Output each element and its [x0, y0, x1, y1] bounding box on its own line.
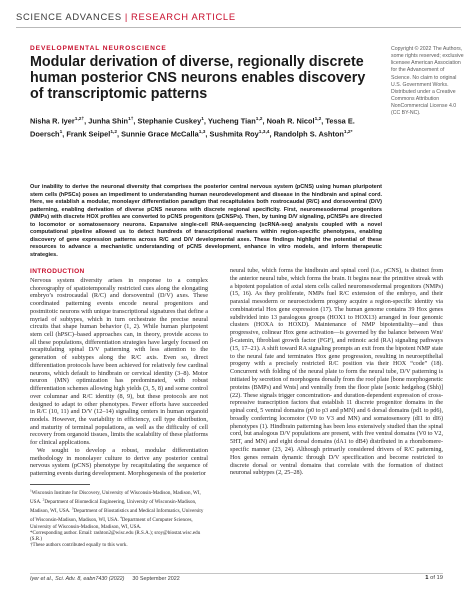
- author-name: Randolph S. Ashton: [273, 129, 344, 139]
- footnote-divider: [30, 484, 90, 485]
- right-column: [230, 268, 443, 478]
- section-heading: INTRODUCTION: [30, 268, 85, 275]
- citation: Iyer et al., Sci. Adv. 8, eabn7430 (2022): [30, 576, 125, 582]
- footer-citation: [30, 576, 180, 582]
- author-affiliation: 1,2: [314, 117, 322, 122]
- page-current: 1: [425, 575, 429, 581]
- author-name: Junha Shin: [88, 116, 129, 126]
- author-name: Noah R. Nicol: [266, 116, 315, 126]
- author-affiliation: 1,3: [198, 129, 206, 135]
- footnote-mark: 2: [42, 497, 45, 502]
- header-divider: [16, 27, 461, 28]
- author-name: Tessa E. Doersch: [30, 116, 355, 139]
- author-affiliation: 1: [201, 117, 204, 122]
- footnote-mark: 1: [30, 488, 32, 493]
- author-name: Nisha R. Iyer: [30, 116, 75, 126]
- author-list: Nisha R. Iyer$^{1,2\dagger}$, Junha Shin$^{1\dagger}$, Stephanie Cuskey$^1$, Yucheng Tian$^{1,2}$, Noah R. Nicol$^{1,2}$, Tessa E. Doersch$^1$, Frank Seipel$^{1,2}$, Sunnie Grace McCalla$^{1,3}$, Sushmita Roy$^{1,3,4}$, Randolph S. Ashton$^{1,2*}$: [30, 116, 355, 139]
- author-affiliation: 1,2*: [343, 129, 353, 135]
- author-affiliation: 1,2†: [74, 117, 85, 122]
- author-affiliation: 1,2: [110, 129, 117, 135]
- footnote-text: Department of Biomedical Engineering, University of Wisconsin-Madison, Madison, WI, USA.: [30, 499, 197, 515]
- author-name: Sunnie Grace McCalla: [121, 129, 199, 139]
- affiliation-list: [30, 490, 203, 529]
- journal-header: [16, 11, 461, 22]
- author-name: Stephanie Cuskey: [137, 116, 202, 126]
- paragraph: Nervous system diversity arises in response to a complex choreography of spatiotemporally restricted cues along the elongating embryo’s rostrocaudal (R/C) and dorsoventral (D/V) axes. These coordinated patterning events encode neural progenitors and postmitotic neurons with unique transcriptional signatures that define a myriad of subtypes, which in turn orchestrate the precise neural circuits that shape human behavior (1, 2). While human pluripotent stem cell (hPSC)–based approaches can, in theory, provide access to all these populations, differentiation strategies have largely focused on recapitulating spinal D/V patterning with less attention to the generation of subtypes along the R/C axis. Even so, direct differentiation protocols have been achieved for relatively few cardinal neurons, which default to hindbrain or cervical identity (3–8). Motor neuron (MN) optimization has predominated, with robust differentiation schemes allowing high yields (3, 5, 8) and some control over columnar and R/C identity (8, 9), but these protocols are not designed to adapt to other phenotypes. Fewer efforts have succeeded in R/C (10, 11) and D/V (12–14) signaling centers in human organoid models. However, the variability in efficiency, cell type distribution, and maturity of terminal populations, as well as the difficulty of cell recovery from organoid tissues, limits the scalability of these platforms for clinical applications.: [30, 277, 208, 447]
- footnote-text: Wisconsin Institute for Discovery, University of Wisconsin-Madison, Madison, WI, USA.: [30, 490, 201, 506]
- author-affiliation: 1†: [128, 117, 134, 122]
- author-affiliation: 1: [59, 129, 63, 135]
- footnote-text: Department of Computer Sciences, University of Wisconsin-Madison, Madison, WI, USA.: [30, 517, 193, 530]
- paragraph: neural tube, which forms the hindbrain and spinal cord (i.e., pCNS), is distinct from the anterior neural tube, which forms the brain. It begins near the primitive streak with a bipotent population of axial stem cells called neuromesodermal progenitors (NMPs) (15, 16). As they proliferate, NMPs fuel R/C extension of the embryo, and their paraxial mesoderm or neuroectoderm progeny acquire a region-specific identity via combinatorial Hox gene expression (17). The human genome contains 39 Hox genes subdivided into 13 paralogous groups (HOX1 to HOX13) arranged in four genomic clusters (HOXA to HOXD). Maintenance of NMP bipotentiality—and thus progressive, colinear Hox gene activation—is governed by the balance between Wnt/β-catenin, fibroblast growth factor (FGF), and retinoic acid (RA) signaling pathways (15, 17–21). A shift toward RA signaling prompts an exit from the bipotent NMP state to the neural fate and terminates Hox gene progression, resulting in neuroepithelial progeny with a precisely restricted R/C position via their HOX “code” (18). Concurrent with folding of the neural plate to form the neural tube, D/V patterning is initiated by secretion of morphogens dorsally from the roof plate [bone morphogenetic proteins (BMPs) and Wnts] and ventrally from the floor plate [sonic hedgehog (Shh)] (22). These signals trigger concentration- and duration-dependent expression of cross-repressive transcription factors that establish 11 discrete progenitor domains in the spinal cord, 5 ventral domains (p0 to p3 and pMN) and 6 dorsal domains (pd1 to pd6), broadly conferring locomotor (V0 to V3 and MN) and somatosensory (dI1 to dI6) phenotypes (1). Hindbrain patterning has been less extensively studied than the spinal cord, but analogous D/V populations are present, with five ventral domains (V0 to V2, 5HT, and MN) and eight dorsal domains (dA1 to dB4) distributed in a rhombomere-specific manner (23, 24). Although primarily considered drivers of R/C patterning, Hox genes remain dynamic through D/V specification and become restricted to discrete dorsal or ventral domains that correlate with the formation of distinct neuronal subtypes (2, 25–28).: [230, 268, 443, 477]
- copyright-notice: Copyright © 2022 The Authors, some rights reserved; exclusive licensee American Association for the Advancement of Science. No claim to original U.S. Government Works. Distributed under a Creative Commons Attribution NonCommercial License 4.0 (CC BY-NC).: [391, 46, 464, 117]
- page-number: [425, 575, 443, 581]
- footnote-mark: 3: [71, 506, 74, 511]
- footer-divider: [30, 573, 443, 574]
- author-affiliation: 1,3,4: [258, 129, 270, 135]
- equal-contribution-note: †These authors contributed equally to this work.: [30, 542, 128, 549]
- page-total: of 19: [430, 575, 443, 581]
- introduction-continued: [230, 268, 443, 478]
- author-affiliation: 1,2: [255, 117, 263, 122]
- publication-date: 30 September 2022: [132, 576, 180, 582]
- footnote-mark: 4: [120, 515, 122, 520]
- article-title: Modular derivation of diverse, regionally discrete human posterior CNS neurons enables discovery of transcriptomic patterns: [30, 54, 366, 103]
- corresponding-author: *Corresponding author. Email: rashton2@wisc.edu (R.S.A.); sroy@biostat.wisc.edu (S.R.): [30, 529, 201, 543]
- footnote-text: Department of Biostatistics and Medical Informatics, University of Wisconsin-Madison, Madison, WI, USA.: [30, 508, 204, 524]
- subject-category: DEVELOPMENTAL NEUROSCIENCE: [30, 45, 167, 52]
- header-separator: |: [124, 11, 128, 22]
- affiliations: [30, 488, 208, 549]
- abstract: Our inability to derive the neuronal diversity that comprises the posterior central nervous system (pCNS) using human pluripotent stem cells (hPSCs) poses an impediment to understanding human neurodevelopment and disease in the hindbrain and spinal cord. Here, we establish a modular, monolayer differentiation paradigm that recapitulates both rostrocaudal (R/C) and dorsoventral (D/V) patterning, enabling derivation of diverse pCNS neurons with discrete regional specificity. First, neuromesodermal progenitors (NMPs) with discrete HOX profiles are converted to pCNS progenitors (pCNSPs). Then, by tuning D/V signaling, pCNSPs are directed to locomotor or somatosensory neurons. Expansive single-cell RNA-sequencing (scRNA-seq) analysis coupled with a novel computational pipeline allowed us to detect hundreds of transcriptional markers within region-specific phenotypes, enabling discovery of gene expression patterns across R/C and D/V developmental axes. These findings highlight the potential of these resources to advance a mechanistic understanding of pCNS development, enhance in vitro models, and inform therapeutic strategies.: [30, 184, 382, 258]
- author-name: Yucheng Tian: [207, 116, 256, 126]
- introduction-text: [30, 277, 208, 478]
- left-column: [30, 268, 208, 549]
- author-name: Sushmita Roy: [209, 129, 259, 139]
- paragraph: We sought to develop a robust, modular differentiation methodology in monolayer culture to derive any posterior central nervous system (pCNS) phenotype by recapitulating the sequence of patterning events during development. Morphogenesis of the posterior: [30, 446, 208, 477]
- article-section: RESEARCH ARTICLE: [130, 11, 236, 22]
- journal-name: SCIENCE ADVANCES: [16, 11, 122, 22]
- author-name: Frank Seipel: [66, 129, 111, 139]
